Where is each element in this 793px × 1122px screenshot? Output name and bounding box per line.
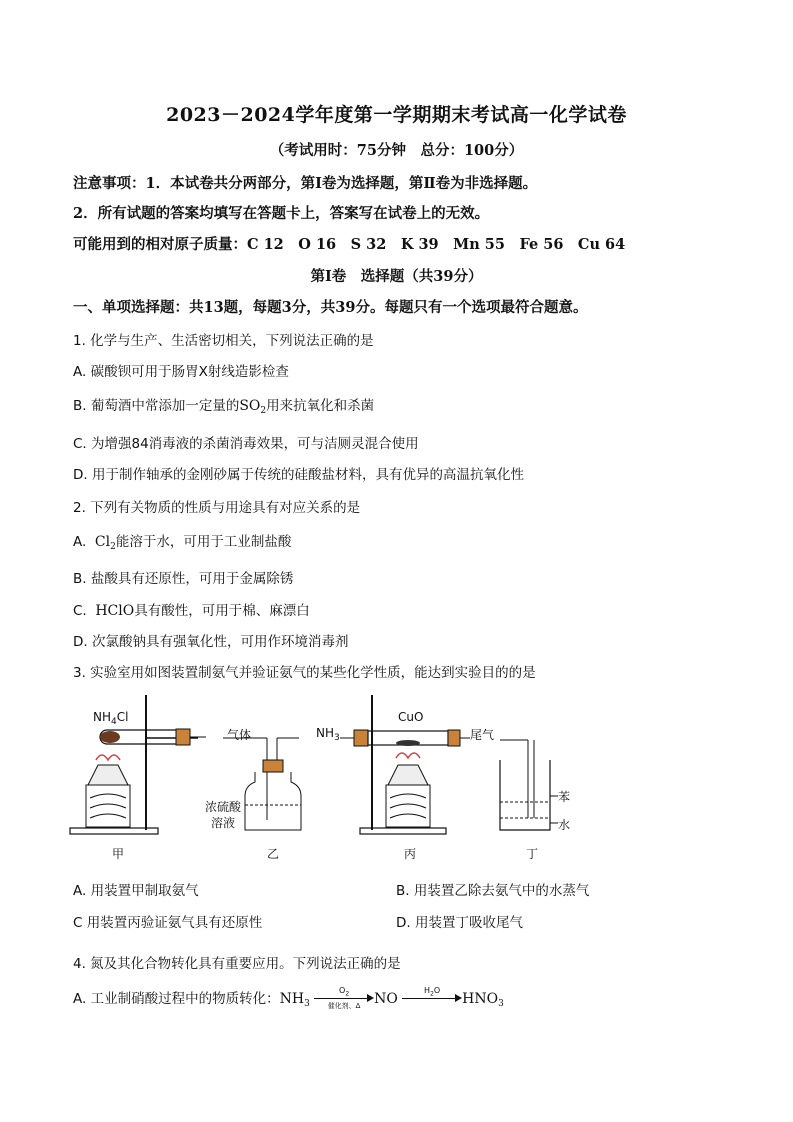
q2-option-a-chem: Cl xyxy=(94,534,111,550)
q1-option-a: A. 碳酸钡可用于肠胃X射线造影检查 xyxy=(73,364,289,380)
apparatus-yi-label: 乙 xyxy=(267,847,280,861)
notice-line-2: 2．所有试题的答案均填写在答题卡上，答案写在试卷上的无效。 xyxy=(73,205,490,222)
apparatus-bing-label: 丙 xyxy=(404,847,417,861)
apparatus-bing-gas: $NH_3$ xyxy=(316,726,340,743)
q4-stem: 4. 氮及其化合物转化具有重要应用。下列说法正确的是 xyxy=(73,956,401,972)
atomic-mass-line: 可能用到的相对原子质量：C 12 O 16 S 32 K 39 Mn 55 Fe 56 Cu 64 xyxy=(73,236,626,253)
section-instruction: 一、单项选择题：共13题，每题3分，共39分。每题只有一个选项最符合题意。 xyxy=(73,299,588,316)
q4-arrow-2 xyxy=(402,986,462,1005)
exam-subtitle: （考试用时：75分钟 总分：100分） xyxy=(269,142,524,159)
q2-option-a-post: 能溶于水，可用于工业制盐酸 xyxy=(115,534,292,550)
q2-option-c xyxy=(73,599,310,619)
apparatus-yi xyxy=(205,690,315,860)
q1-option-b-chem: SO xyxy=(239,398,261,414)
apparatus-jia-label: 甲 xyxy=(112,847,125,861)
q1-option-b-pre: B. 葡萄酒中常添加一定量的 xyxy=(73,398,240,414)
q2-option-d: D. 次氯酸钠具有强氧化性，可用作环境消毒剂 xyxy=(73,634,349,650)
q4-chem-2: NO xyxy=(374,991,398,1007)
section-title: 第Ⅰ卷 选择题（共39分） xyxy=(310,268,483,285)
apparatus-ding-gas: 尾气 xyxy=(470,728,495,742)
q1-option-d: D. 用于制作轴承的金刚砂属于传统的硅酸盐材料，具有优异的高温抗氧化性 xyxy=(73,467,524,483)
q1-option-b-sub: 2 xyxy=(260,406,267,416)
q4-option-a-pre: A. 工业制硝酸过程中的物质转化： xyxy=(73,991,280,1007)
q1-option-c: C. 为增强84消毒液的杀菌消毒效果，可与洁厕灵混合使用 xyxy=(73,436,419,452)
q1-option-b xyxy=(73,394,374,416)
q4-arrow-1-top: $O_2$ xyxy=(339,986,350,998)
q2-option-c-post: 具有酸性，可用于棉、麻漂白 xyxy=(134,603,310,619)
apparatus-yi-liquid-1: 浓硫酸 xyxy=(205,800,242,814)
q3-stem: 3. 实验室用如图装置制氨气并验证氨气的某些化学性质，能达到实验目的的是 xyxy=(73,665,536,681)
q4-arrow-1 xyxy=(314,986,374,1010)
q4-arrow-1-bottom: 催化剂、Δ xyxy=(327,1002,361,1010)
q2-option-c-chem: HClO xyxy=(95,603,135,619)
q3-option-b: B. 用装置乙除去氨气中的水蒸气 xyxy=(396,883,590,899)
q2-option-a xyxy=(73,530,291,552)
apparatus-ding xyxy=(470,690,580,860)
apparatus-bing-drawing xyxy=(312,690,472,840)
q4-chem-3: $HNO_3$ xyxy=(462,991,504,1009)
q2-option-b: B. 盐酸具有还原性，可用于金属除锈 xyxy=(73,571,294,587)
apparatus-bing xyxy=(312,690,472,860)
apparatus-yi-liquid-2: 溶液 xyxy=(211,816,236,830)
q3-option-c: C 用装置丙验证氨气具有还原性 xyxy=(73,915,263,931)
apparatus-ding-lower: 水 xyxy=(558,818,571,832)
exam-title: 2023－2024学年度第一学期期末考试高一化学试卷 xyxy=(166,104,627,126)
apparatus-jia-drawing xyxy=(68,690,208,840)
apparatus-jia-reagent: $NH_4Cl$ xyxy=(93,710,129,727)
q1-stem: 1. 化学与生产、生活密切相关，下列说法正确的是 xyxy=(73,333,374,349)
q2-option-c-pre: C. xyxy=(73,603,87,619)
q4-option-a xyxy=(73,987,504,1009)
q3-option-d: D. 用装置丁吸收尾气 xyxy=(396,915,523,931)
notice-line-1: 注意事项：1．本试卷共分两部分，第Ⅰ卷为选择题，第Ⅱ卷为非选择题。 xyxy=(73,175,538,192)
apparatus-yi-gas: 气体 xyxy=(227,728,252,742)
q2-option-a-sub: 2 xyxy=(110,542,116,552)
q3-option-a: A. 用装置甲制取氨气 xyxy=(73,883,199,899)
q2-stem: 2. 下列有关物质的性质与用途具有对应关系的是 xyxy=(73,500,361,516)
apparatus-bing-reagent: CuO xyxy=(398,710,424,724)
q4-chem-1: $NH_3$ xyxy=(279,991,310,1009)
q4-arrow-2-top: $H_2O$ xyxy=(424,986,441,998)
apparatus-jia xyxy=(68,690,208,860)
apparatus-ding-upper: 苯 xyxy=(558,790,571,804)
q1-option-b-post: 用来抗氧化和杀菌 xyxy=(266,398,375,414)
q2-option-a-pre: A. xyxy=(73,534,87,550)
apparatus-ding-label: 丁 xyxy=(526,847,539,861)
